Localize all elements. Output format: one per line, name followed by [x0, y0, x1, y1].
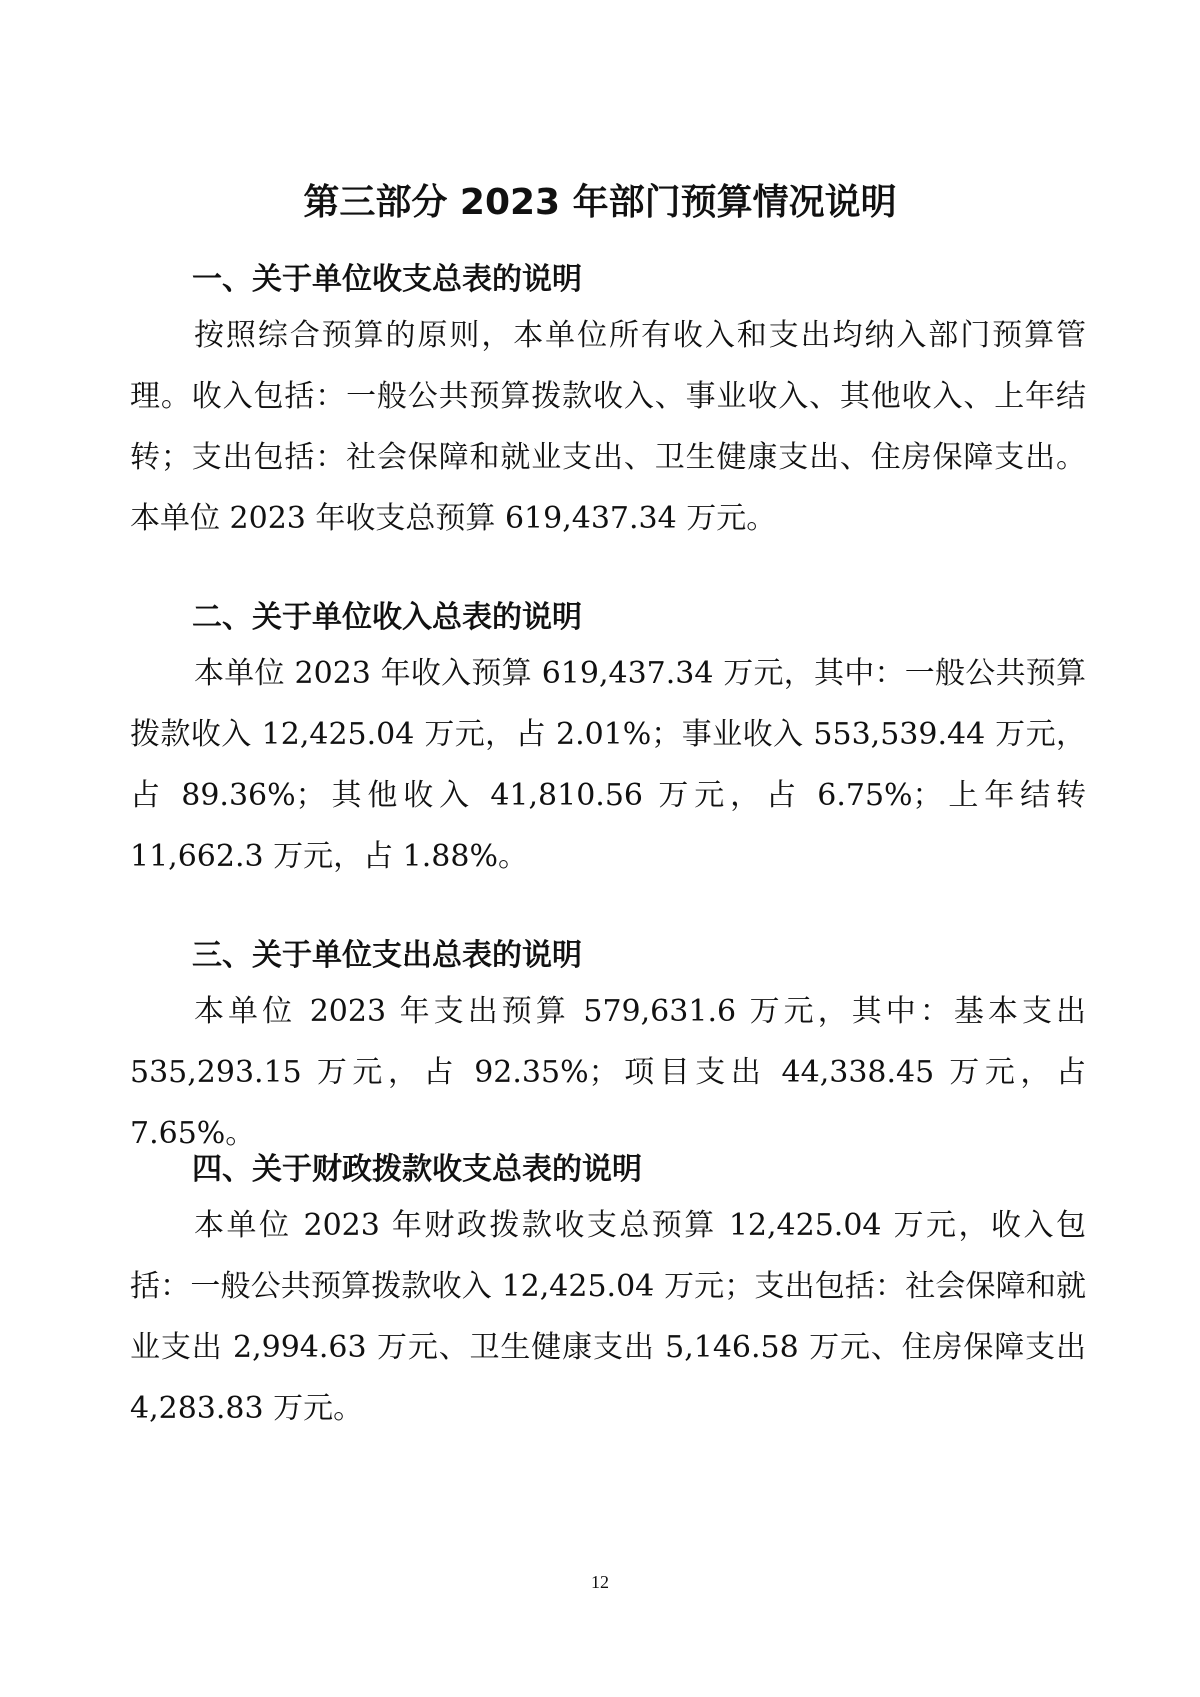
page-number: 12: [591, 1572, 609, 1592]
section-body-4: 本单位 2023 年财政拨款收支总预算 12,425.04 万元，收入包括：一般公共预算拨款收入 12,425.04 万元；支出包括：社会保障和就业支出 2,994.63 万元、卫生健康支出 5,146.58 万元、住房保障支出 4,283.83 万元。: [130, 1208, 1086, 1426]
section-heading-2: 二、关于单位收入总表的说明: [192, 600, 582, 635]
section-heading-1: 一、关于单位收支总表的说明: [192, 262, 582, 297]
section-body-1: 按照综合预算的原则，本单位所有收入和支出均纳入部门预算管理。收入包括：一般公共预算拨款收入、事业收入、其他收入、上年结转；支出包括：社会保障和就业支出、卫生健康支出、住房保障支出。本单位 2023 年收支总预算 619,437.34 万元。: [130, 318, 1086, 536]
section-body-3: 本单位 2023 年支出预算 579,631.6 万元，其中：基本支出 535,293.15 万元，占 92.35%；项目支出 44,338.45 万元，占 7.65%。: [130, 994, 1086, 1151]
section-heading-3: 三、关于单位支出总表的说明: [192, 938, 582, 973]
page-title: 第三部分 2023 年部门预算情况说明: [303, 182, 897, 223]
section-body-2: 本单位 2023 年收入预算 619,437.34 万元，其中：一般公共预算拨款收入 12,425.04 万元，占 2.01%；事业收入 553,539.44 万元，占 89.36%；其他收入 41,810.56 万元，占 6.75%；上年结转 11,662.3 万元，占 1.88%。: [130, 656, 1086, 874]
section-heading-4: 四、关于财政拨款收支总表的说明: [192, 1152, 642, 1187]
